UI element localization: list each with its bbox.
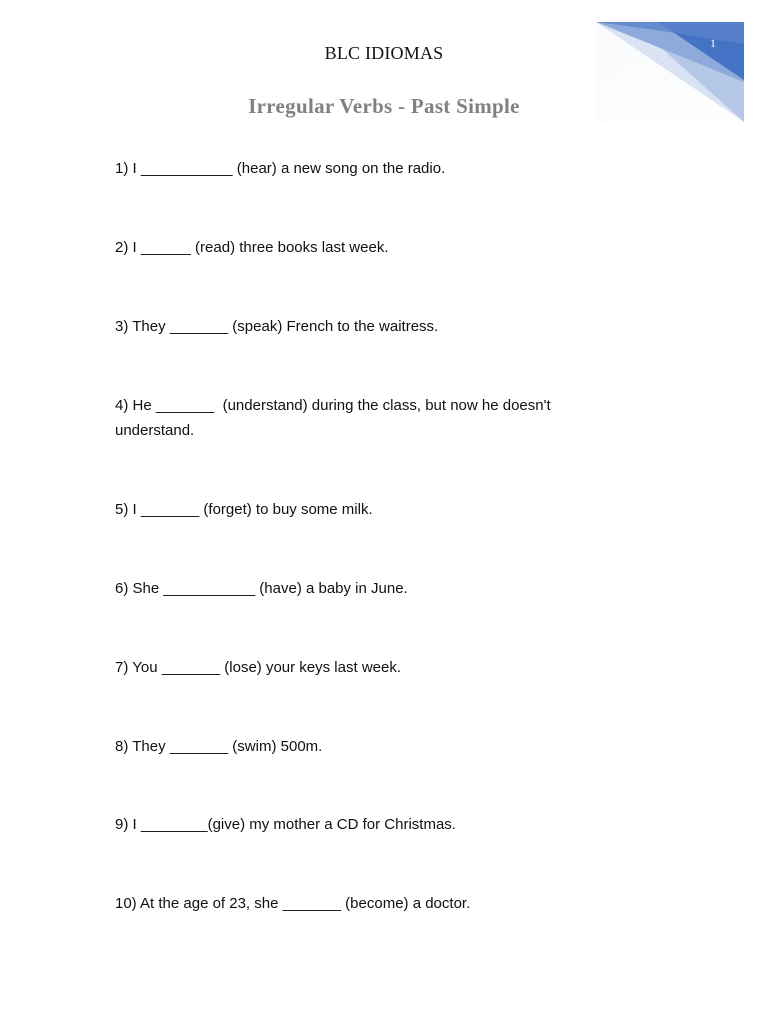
exercise-item: 1) I ___________ (hear) a new song on the radio. — [115, 160, 446, 177]
exercise-item: 8) They _______ (swim) 500m. — [115, 738, 323, 755]
exercise-item: 10) At the age of 23, she _______ (become) a doctor. — [115, 895, 471, 912]
worksheet-title: Irregular Verbs - Past Simple — [248, 94, 520, 118]
page-number: 1 — [710, 36, 716, 50]
exercise-item: 3) They _______ (speak) French to the waitress. — [115, 318, 439, 335]
exercise-item: 2) I ______ (read) three books last week. — [115, 239, 389, 256]
school-name: BLC IDIOMAS — [324, 43, 444, 63]
exercise-item: 5) I _______ (forget) to buy some milk. — [115, 501, 373, 518]
exercise-item: 9) I ________(give) my mother a CD for Christmas. — [115, 816, 456, 833]
exercise-item: 4) He _______ (understand) during the class, but now he doesn't understand. — [115, 397, 555, 439]
exercise-item: 6) She ___________ (have) a baby in June. — [115, 580, 408, 597]
exercise-item: 7) You _______ (lose) your keys last week. — [115, 659, 402, 676]
